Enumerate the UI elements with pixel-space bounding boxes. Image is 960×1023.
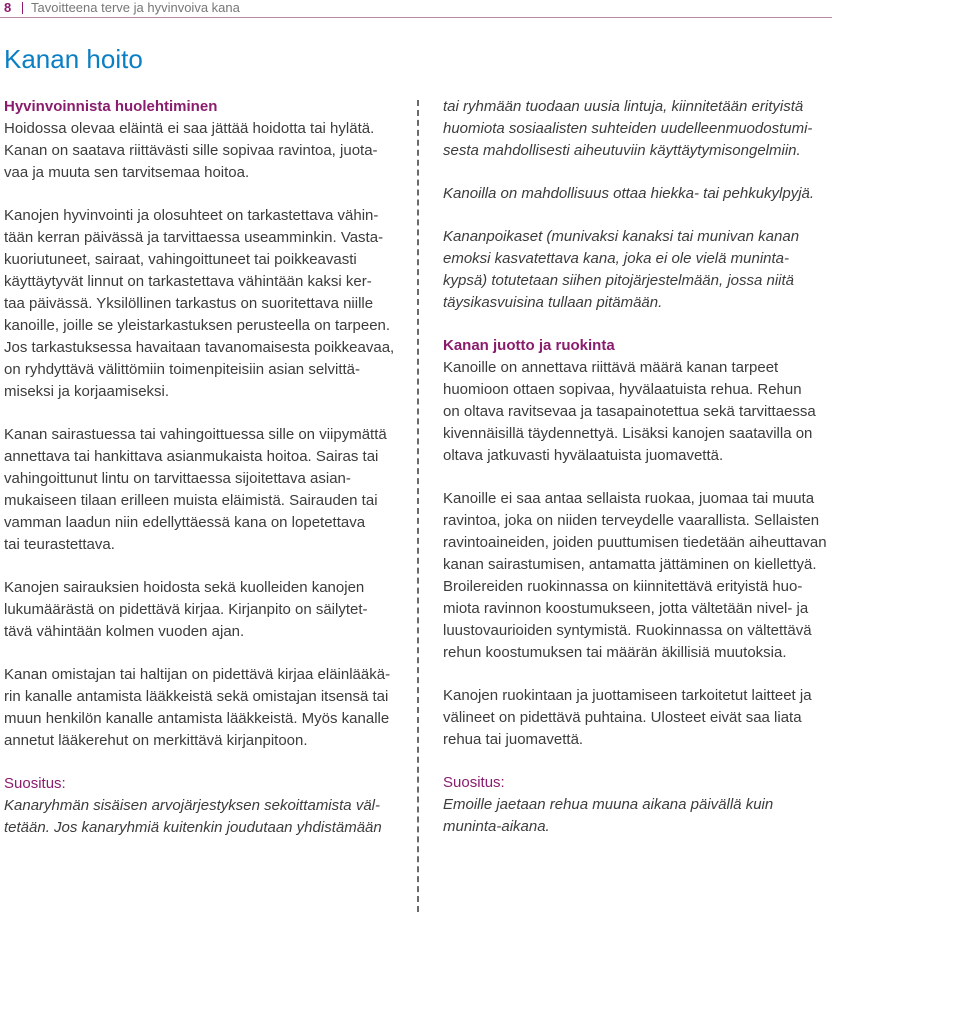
text-line: Kanoille on annettava riittävä määrä kanan tarpeet [443, 359, 779, 376]
text-line: Kanojen hyvinvointi ja olosuhteet on tarkastettava vähin- [4, 207, 379, 224]
text-line: Kanojen ruokintaan ja juottamiseen tarkoitetut laitteet ja [443, 687, 812, 704]
text-line: lukumäärästä on pidettävä kirjaa. Kirjanpito on säilytet- [4, 601, 368, 618]
header-separator [22, 2, 23, 14]
text-line: ravintoa, joka on niiden terveydelle vaarallista. Sellaisten [443, 512, 820, 529]
text-line: rehun koostumuksen tai määrän äkillisiä muutoksia. [443, 644, 787, 661]
text-line: annetut lääkerehut on merkittävä kirjanpitoon. [4, 732, 308, 749]
paragraph [4, 205, 396, 403]
text-line: vaa ja muuta sen tarvitsemaa hoitoa. [4, 164, 250, 181]
recommendation-box [443, 772, 833, 838]
text-line: kanoille, joille se yleistarkastuksen perusteella on tarpeen. [4, 317, 391, 334]
text-line: Broilereiden ruokinnassa on kiinnitettävä erityistä huo- [443, 578, 803, 595]
text-line: Emoille jaetaan rehua muuna aikana päivällä kuin [443, 796, 774, 813]
text-line: kivennäisillä täydennettyä. Lisäksi kanojen saatavilla on [443, 425, 813, 442]
recommendation-box [4, 773, 396, 839]
text-line: tai ryhmään tuodaan uusia lintuja, kiinnitetään erityistä [443, 98, 804, 115]
paragraph [443, 335, 833, 467]
recommendation-label: Suositus: [443, 774, 505, 791]
text-line: emoksi kasvatettava kana, joka ei ole vielä munintа- [443, 250, 790, 267]
paragraph [443, 685, 833, 751]
text-line: miota ravinnon koostumukseen, jotta vältetään nivel- ja [443, 600, 809, 617]
paragraph [4, 424, 396, 556]
section-heading-welfare: Hyvinvoinnista huolehtiminen [4, 98, 218, 115]
paragraph [4, 664, 396, 752]
text-line: Kanan sairastuessa tai vahingoittuessa sille on viipymättä [4, 426, 387, 443]
left-column [4, 96, 396, 860]
paragraph [443, 183, 833, 205]
recommendation-label: Suositus: [4, 775, 66, 792]
text-line: mukaiseen tilaan erilleen muista eläimistä. Sairauden tai [4, 492, 378, 509]
text-line: oltava jatkuvasti hyvälaatuista juomavettä. [443, 447, 724, 464]
right-column [443, 96, 833, 859]
text-line: tetään. Jos kanaryhmiä kuitenkin joudutaan yhdistämään [4, 819, 382, 836]
text-line: muun henkilön kanalle antamista lääkkeistä. Myös kanalle [4, 710, 390, 727]
paragraph [4, 96, 396, 184]
text-line: miseksi ja korjaamiseksi. [4, 383, 170, 400]
text-line: tävä vähintään kolmen vuoden ajan. [4, 623, 245, 640]
text-line: ravintoaineiden, joiden puuttumisen tiedetään aiheuttavan [443, 534, 827, 551]
paragraph [443, 488, 833, 664]
page-title: Kanan hoito [4, 44, 143, 74]
section-heading-feeding: Kanan juotto ja ruokinta [443, 337, 615, 354]
text-line: sesta mahdollisesti aiheutuviin käyttäytymisongelmiin. [443, 142, 801, 159]
paragraph [4, 577, 396, 643]
text-line: Kanan on saatava riittävästi sille sopivaa ravintoa, juota- [4, 142, 378, 159]
text-line: Hoidossa olevaa eläintä ei saa jättää hoidotta tai hylätä. [4, 120, 375, 137]
text-line: huomioon ottaen sopivaa, hyvälaatuista rehua. Rehun [443, 381, 802, 398]
text-line: annettava tai hankittava asianmukaista hoitoa. Sairas tai [4, 448, 379, 465]
column-divider [417, 100, 419, 912]
text-line: välineet on pidettävä puhtaina. Ulosteet eivät saa liata [443, 709, 802, 726]
text-line: kuoriutuneet, sairaat, vahingoittuneet tai poikkeavasti [4, 251, 357, 268]
text-line: kypsä) totutetaan siihen pitojärjestelmään, jossa niitä [443, 272, 795, 289]
text-line: tään kerran päivässä ja tarvittaessa useamminkin. Vasta- [4, 229, 384, 246]
text-line: tai teurastettava. [4, 536, 115, 553]
paragraph [443, 96, 833, 162]
header-section-title: Tavoitteena terve ja hyvinvoiva kana [31, 0, 240, 15]
paragraph [443, 226, 833, 314]
text-line: Jos tarkastuksessa havaitaan tavanomaisesta poikkeavaa, [4, 339, 395, 356]
text-line: Kanoille ei saa antaa sellaista ruokaa, juomaa tai muuta [443, 490, 815, 507]
text-line: käyttäytyvät linnut on tarkastettava vähintään kaksi ker- [4, 273, 372, 290]
text-line: taa päivässä. Yksilöllinen tarkastus on suoritettava niille [4, 295, 374, 312]
text-line: rehua tai juomavettä. [443, 731, 584, 748]
text-line: Kanan omistajan tai haltijan on pidettävä kirjaa eläinlääkä- [4, 666, 391, 683]
text-line: Kananpoikaset (munivaksi kanaksi tai munivan kanan [443, 228, 800, 245]
text-line: vahingoittunut lintu on tarvittaessa sijoitettava asian- [4, 470, 351, 487]
text-line: on ryhdyttävä välittömiin toimenpiteisiin asian selvittä- [4, 361, 360, 378]
text-line: rin kanalle antamista lääkkeistä sekä omistajan itsensä tai [4, 688, 389, 705]
page-number: 8 [4, 0, 12, 15]
text-line: Kanaryhmän sisäisen arvojärjestyksen sekoittamista väl- [4, 797, 380, 814]
text-line: Kanoilla on mahdollisuus ottaa hiekka- tai pehkukylpyjä. [443, 185, 815, 202]
text-line: vamman laadun niin edellyttäessä kana on lopetettava [4, 514, 366, 531]
page-header [0, 0, 832, 22]
text-line: luustovaurioiden syntymistä. Ruokinnassa on vältettävä [443, 622, 812, 639]
text-line: täysikasvuisina tullaan pitämään. [443, 294, 663, 311]
text-line: muninta-aikana. [443, 818, 550, 835]
text-line: Kanojen sairauksien hoidosta sekä kuolleiden kanojen [4, 579, 365, 596]
text-line: on oltava ravitsevaa ja tasapainotettua sekä tarvittaessa [443, 403, 816, 420]
header-rule [0, 17, 832, 18]
text-line: kanan sairastumisen, antamatta jättäminen on kiellettyä. [443, 556, 817, 573]
text-line: huomiota sosiaalisten suhteiden uudelleenmuodostumi- [443, 120, 813, 137]
